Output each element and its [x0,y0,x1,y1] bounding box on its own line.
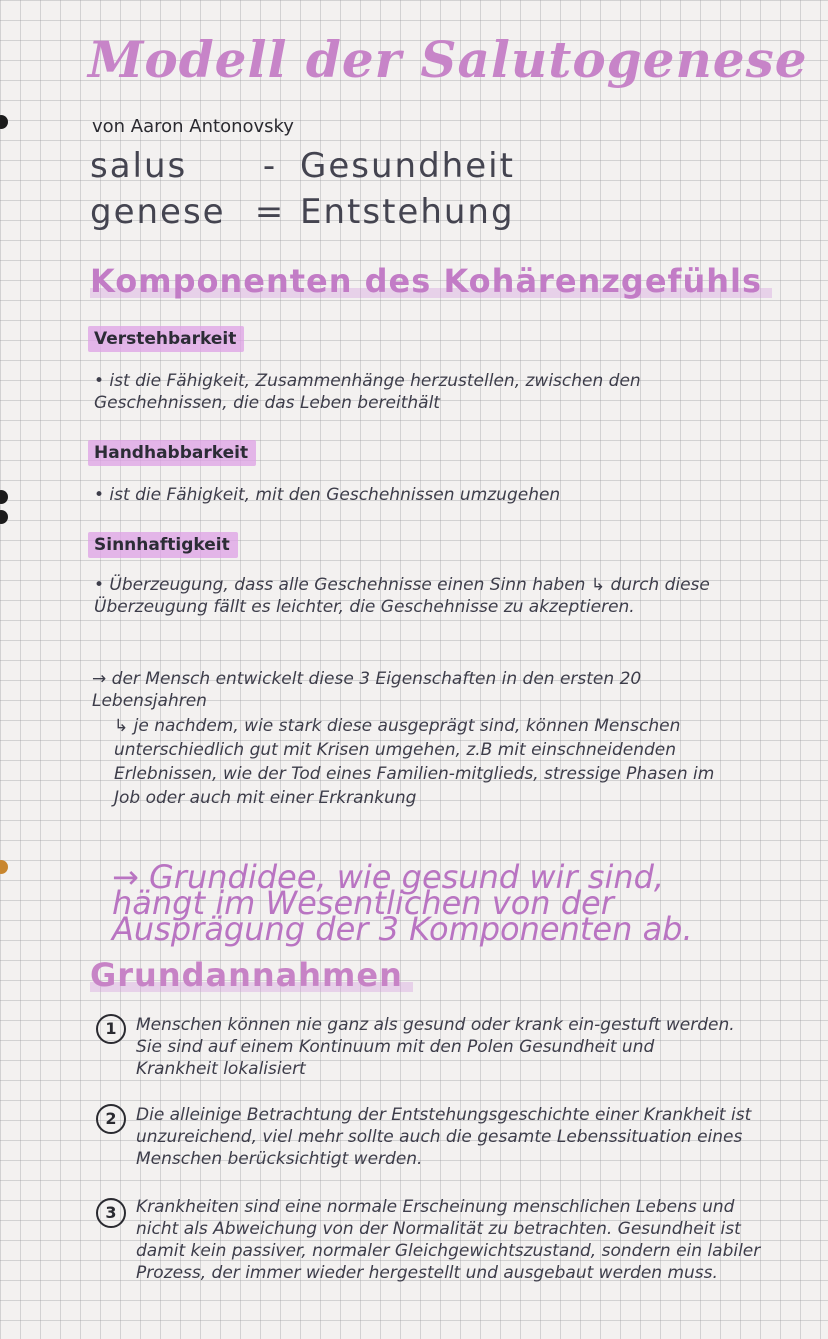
binder-hole [0,860,8,874]
binder-hole [0,490,8,504]
component-text: • ist die Fähigkeit, Zusammenhänge herzustellen, zwischen den Geschehnissen, die das Leben bereithält [94,371,641,413]
assumptions-heading: Grundannahmen [90,956,403,994]
definition-separator: = [254,192,286,232]
definition-meaning: Gesundheit [300,146,515,186]
definition-separator: - [262,146,278,186]
binder-hole [0,510,8,524]
assumption-text: Menschen können nie ganz als gesund oder krank ein-gestuft werden. Sie sind auf einem Kontinuum mit den Polen Gesundheit und Krankheit lokalisiert [136,1015,735,1079]
definition-row [90,146,515,186]
definition-term: salus [90,146,188,186]
page-title: Modell der Salutogenese [88,30,808,89]
assumption-text: Krankheiten sind eine normale Erscheinung menschlichen Lebens und nicht als Abweichung von der Normalität zu betrachten. Gesundheit ist damit kein passiver, normaler Gleichgewichtszustand, sondern ein labiler Prozess, der immer wieder hergestellt und ausgebaut werden muss. [136,1197,761,1283]
definition-term: genese [90,192,226,232]
binder-hole [0,115,8,129]
development-text: → der Mensch entwickelt diese 3 Eigenschaften in den ersten 20 Lebensjahren [92,669,642,711]
development-subtext: ↳ je nachdem, wie stark diese ausgeprägt sind, können Menschen unterschiedlich gut mit Krisen umgehen, z.B mit einschneidenden Erlebnissen, wie der Tod eines Familien-mitglieds, stressige Phasen im Job oder auch mit einer Erkrankung [114,716,715,808]
assumption-number: 1 [96,1014,126,1044]
assumption-number: 2 [96,1104,126,1134]
component-label: Handhabbarkeit [88,440,256,466]
main-idea: → Grundidee, wie gesund wir sind, hängt im Wesentlichen von der Ausprägung der 3 Komponenten ab. [112,858,693,948]
assumption-number: 3 [96,1198,126,1228]
component-text: • ist die Fähigkeit, mit den Geschehnissen umzugehen [94,485,561,505]
definition-row [90,192,515,232]
components-heading: Komponenten des Kohärenzgefühls [90,262,763,300]
component-label: Sinnhaftigkeit [88,532,238,558]
definition-meaning: Entstehung [300,192,515,232]
component-label: Verstehbarkeit [88,326,244,352]
assumption-text: Die alleinige Betrachtung der Entstehungsgeschichte einer Krankheit ist unzureichend, viel mehr sollte auch die gesamte Lebenssituation eines Menschen berücksichtigt werden. [136,1105,752,1169]
author-line: von Aaron Antonovsky [92,116,294,137]
component-text: • Überzeugung, dass alle Geschehnisse einen Sinn haben ↳ durch diese Überzeugung fällt es leichter, die Geschehnisse zu akzeptieren. [94,575,710,617]
